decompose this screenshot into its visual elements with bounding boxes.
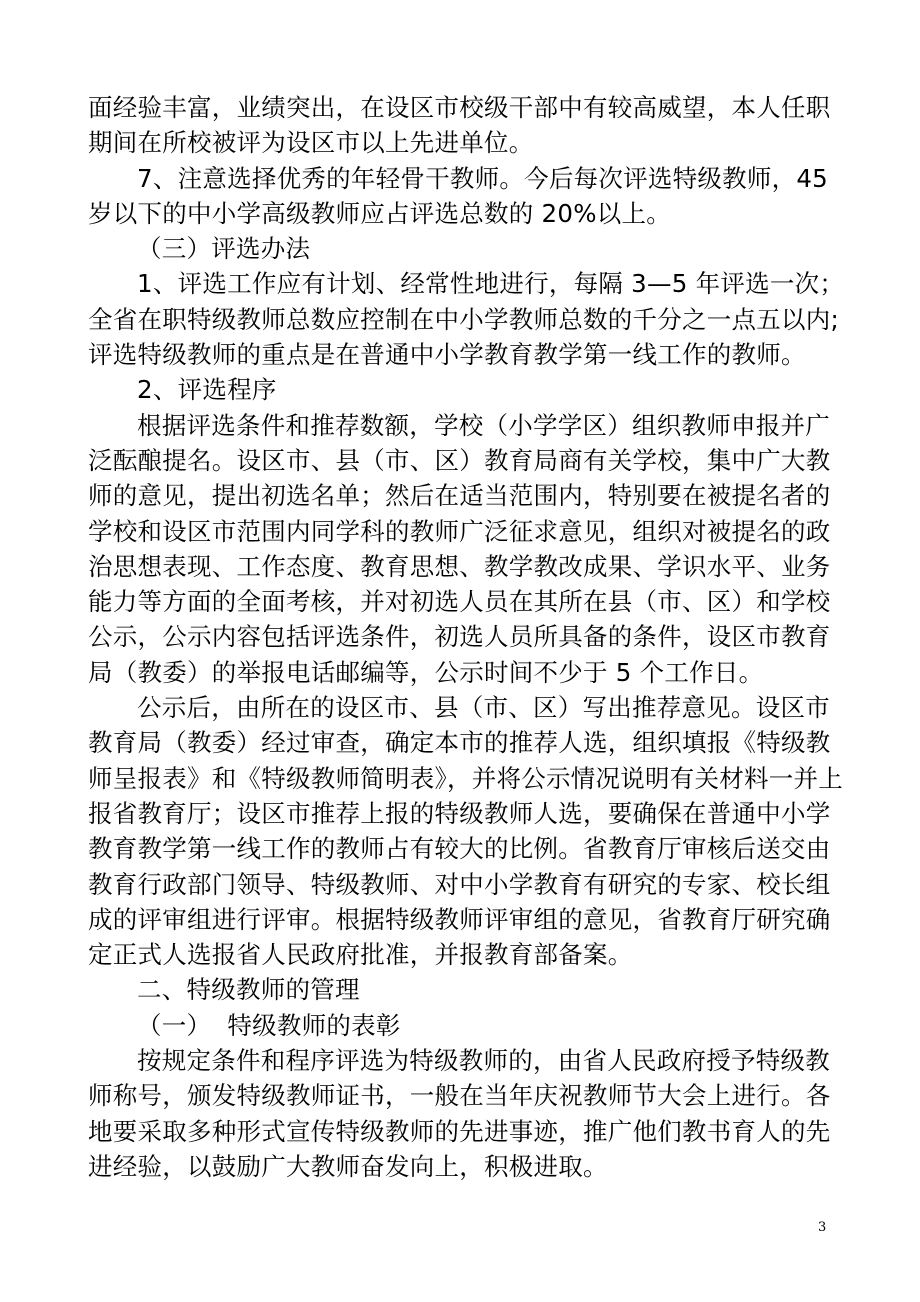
text-line: 成的评审组进行评审。根据特级教师评审组的意见，省教育厅研究确 xyxy=(88,904,831,934)
page-number: 3 xyxy=(818,1220,827,1235)
text-line: 进经验，以鼓励广大教师奋发向上，积极进取。 xyxy=(88,1151,608,1181)
document-body xyxy=(88,90,845,1184)
text-line: 面经验丰富，业绩突出，在设区市校级干部中有较高威望，本人任职 xyxy=(88,93,831,122)
section-heading: （一） 特级教师的表彰 xyxy=(137,1010,401,1040)
text-line: 泛酝酿提名。设区市、县（市、区）教育局商有关学校，集中广大教 xyxy=(88,445,831,475)
text-line: 师呈报表》和《特级教师简明表》，并将公示情况说明有关材料一并上 xyxy=(88,763,843,793)
text-line: 报省教育厅；设区市推荐上报的特级教师人选，要确保在普通中小学 xyxy=(88,798,831,828)
text-line: 能力等方面的全面考核，并对初选人员在其所在县（市、区）和学校 xyxy=(88,587,831,617)
text-line: 教育局（教委）经过审查，确定本市的推荐人选，组织填报《特级教 xyxy=(88,728,831,758)
chapter-heading: 二、特级教师的管理 xyxy=(137,975,360,1005)
text-line: 局（教委）的举报电话邮编等，公示时间不少于 5 个工作日。 xyxy=(88,657,764,687)
text-line: 1、评选工作应有计划、经常性地进行，每隔 3—5 年评选一次； xyxy=(137,269,845,299)
text-line: 7、注意选择优秀的年轻骨干教师。今后每次评选特级教师，45 xyxy=(137,163,829,193)
text-line: 公示后，由所在的设区市、县（市、区）写出推荐意见。设区市 xyxy=(137,693,830,723)
text-line: 学校和设区市范围内同学科的教师广泛征求意见，组织对被提名的政 xyxy=(88,516,831,546)
text-line: 全省在职特级教师总数应控制在中小学教师总数的千分之一点五以内; xyxy=(88,304,840,334)
subsection-heading: 2、评选程序 xyxy=(137,375,277,405)
text-line: 按规定条件和程序评选为特级教师的，由省人民政府授予特级教 xyxy=(137,1046,830,1076)
text-line: 地要采取多种形式宣传特级教师的先进事迹，推广他们教书育人的先 xyxy=(88,1116,831,1146)
text-line: 师的意见，提出初选名单；然后在适当范围内，特别要在被提名者的 xyxy=(88,481,831,511)
text-line: 教育行政部门领导、特级教师、对中小学教育有研究的专家、校长组 xyxy=(88,869,831,899)
text-line: 治思想表现、工作态度、教育思想、教学教改成果、学识水平、业务 xyxy=(88,551,831,581)
text-line: 期间在所校被评为设区市以上先进单位。 xyxy=(88,128,534,158)
text-line: 公示，公示内容包括评选条件，初选人员所具备的条件，设区市教育 xyxy=(88,622,831,652)
text-line: 评选特级教师的重点是在普通中小学教育教学第一线工作的教师。 xyxy=(88,340,806,370)
text-line: 定正式人选报省人民政府批准，并报教育部备案。 xyxy=(88,940,633,970)
text-line: 师称号，颁发特级教师证书，一般在当年庆祝教师节大会上进行。各 xyxy=(88,1081,831,1111)
text-line: 教育教学第一线工作的教师占有较大的比例。省教育厅审核后送交由 xyxy=(88,834,831,864)
text-line: 岁以下的中小学高级教师应占评选总数的 20%以上。 xyxy=(88,198,671,228)
section-heading: （三）评选办法 xyxy=(137,234,311,264)
text-line: 根据评选条件和推荐数额，学校（小学学区）组织教师申报并广 xyxy=(137,410,830,440)
